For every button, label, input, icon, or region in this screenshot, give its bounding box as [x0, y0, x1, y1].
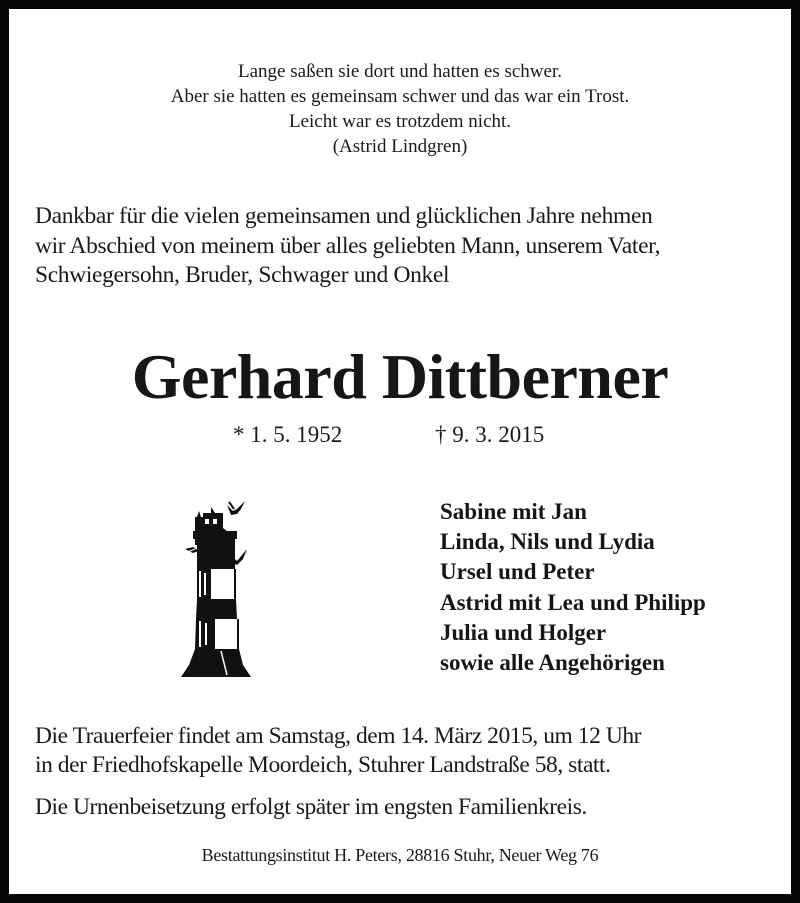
urn-burial-note: Die Urnenbeisetzung erfolgt später im engsten Familienkreis.	[35, 794, 587, 820]
lighthouse-with-seagulls-icon	[171, 489, 261, 679]
ceremony-line: Die Trauerfeier findet am Samstag, dem 14. März 2015, um 12 Uhr	[35, 723, 642, 749]
family-list	[440, 497, 706, 678]
funeral-home-info: Bestattungsinstitut H. Peters, 28816 Stuhr, Neuer Weg 76	[201, 845, 599, 865]
quote-line: Aber sie hatten es gemeinsam schwer und das war ein Trost.	[170, 86, 630, 107]
quote-block	[9, 59, 791, 159]
family-member: Astrid mit Lea und Philipp	[440, 589, 706, 615]
birth-date: * 1. 5. 1952	[233, 422, 343, 447]
quote-line: Lange saßen sie dort und hatten es schwer.	[238, 61, 562, 82]
family-member: Linda, Nils und Lydia	[440, 529, 655, 555]
quote-author: (Astrid Lindgren)	[332, 136, 468, 157]
quote-line: Leicht war es trotzdem nicht.	[288, 111, 512, 132]
family-member: Sabine mit Jan	[440, 499, 587, 524]
intro-line: wir Abschied von meinem über alles geliebten Mann, unserem Vater,	[35, 232, 661, 259]
family-member: Ursel und Peter	[440, 559, 595, 585]
death-date: † 9. 3. 2015	[435, 422, 545, 447]
ceremony-info	[35, 722, 795, 780]
deceased-name: Gerhard Dittberner	[131, 341, 669, 412]
intro-text	[35, 202, 785, 291]
family-member: sowie alle Angehörigen	[440, 650, 665, 676]
intro-line: Schwiegersohn, Bruder, Schwager und Onkel	[35, 262, 450, 288]
family-member: Julia und Holger	[440, 619, 607, 645]
ceremony-line: in der Friedhofskapelle Moordeich, Stuhrer Landstraße 58, statt.	[35, 752, 611, 778]
intro-line: Dankbar für die vielen gemeinsamen und glücklichen Jahre nehmen	[35, 203, 653, 229]
